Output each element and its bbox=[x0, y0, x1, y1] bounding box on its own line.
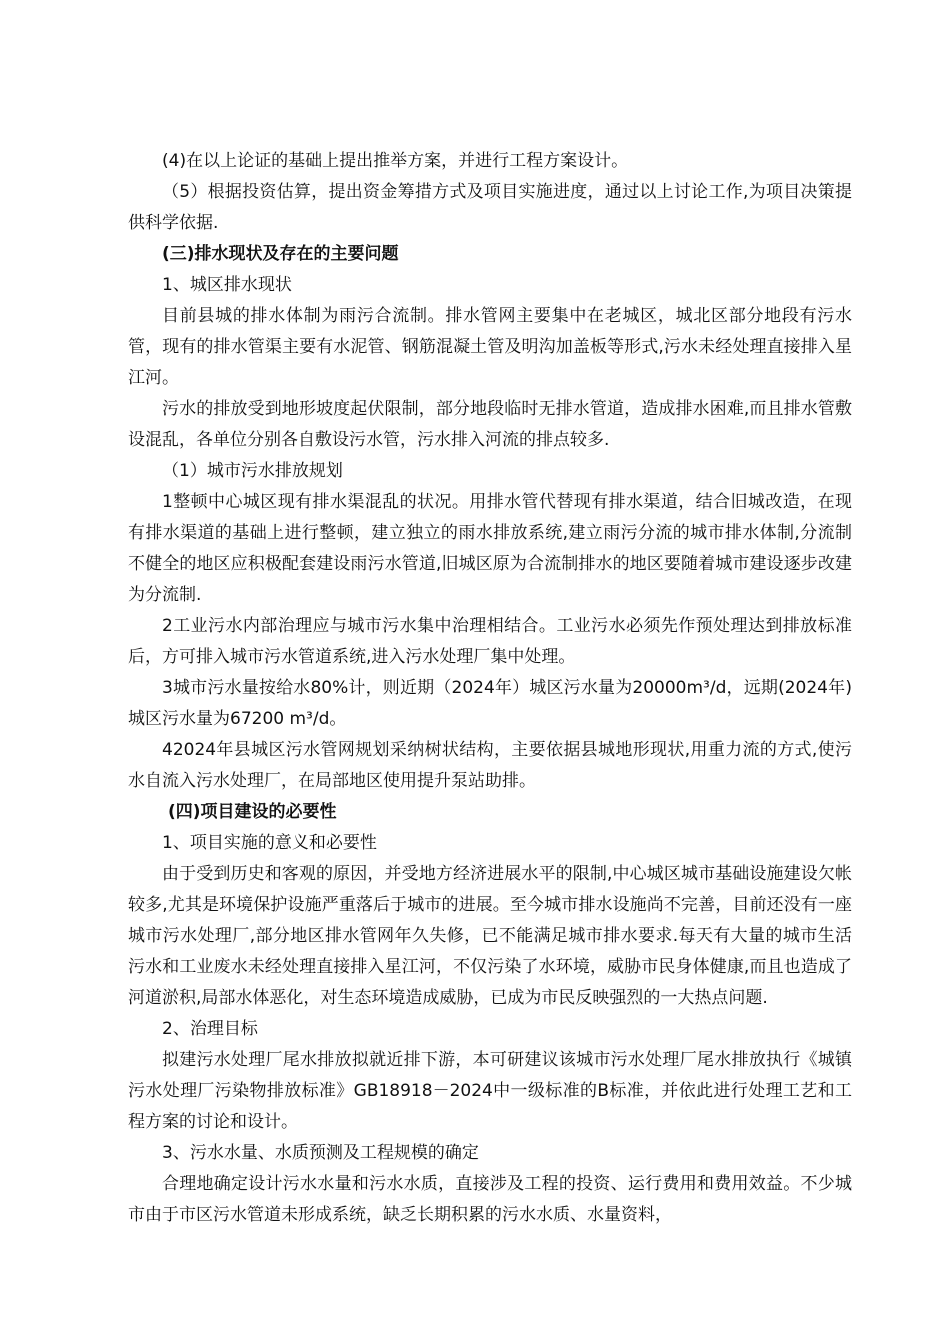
subheading-quantity-quality: 3、污水水量、水质预测及工程规模的确定 bbox=[162, 1143, 479, 1163]
document-body bbox=[128, 146, 852, 1231]
paragraph-drainage-system: 目前县城的排水体制为雨污合流制。排水管网主要集中在老城区，城北区部分地段有污水管，现有的排水管渠主要有水泥管、钢筋混凝土管及明沟加盖板等形式,污水未经处理直接排入星江河。 bbox=[128, 306, 852, 388]
paragraph-item-4: (4)在以上论证的基础上提出推举方案，并进行工程方案设计。 bbox=[162, 151, 629, 171]
paragraph-plan-item-3: 3城市污水量按给水80%计，则近期（2024年）城区污水量为20000m³/d，远期(2024年)城区污水量为67200 m³/d。 bbox=[128, 678, 852, 729]
section-heading-3: (三)排水现状及存在的主要问题 bbox=[162, 244, 399, 264]
paragraph-targets: 拟建污水处理厂尾水排放拟就近排下游，本可研建议该城市污水处理厂尾水排放执行《城镇污水处理厂污染物排放标准》GB18918－2024中一级标准的B标准，并依此进行处理工艺和工程方案的讨论和设计。 bbox=[128, 1050, 852, 1132]
paragraph-plan-item-4: 42024年县城区污水管网规划采纳树状结构，主要依据县城地形现状,用重力流的方式,使污水自流入污水处理厂，在局部地区使用提升泵站助排。 bbox=[128, 740, 852, 791]
paragraph-discharge-limits: 污水的排放受到地形坡度起伏限制，部分地段临时无排水管道，造成排水困难,而且排水管敷设混乱，各单位分别各自敷设污水管，污水排入河流的排点较多. bbox=[128, 399, 852, 450]
paragraph-item-5: （5）根据投资估算，提出资金筹措方式及项目实施进度，通过以上讨论工作,为项目决策提供科学依据. bbox=[128, 182, 852, 233]
paragraph-quantity-quality: 合理地确定设计污水水量和污水水质，直接涉及工程的投资、运行费用和费用效益。不少城市由于市区污水管道未形成系统，缺乏长期积累的污水水质、水量资料， bbox=[128, 1174, 852, 1225]
paragraph-plan-item-2: 2工业污水内部治理应与城市污水集中治理相结合。工业污水必须先作预处理达到排放标准后，方可排入城市污水管道系统,进入污水处理厂集中处理。 bbox=[128, 616, 852, 667]
subheading-significance: 1、项目实施的意义和必要性 bbox=[162, 833, 377, 853]
paragraph-significance: 由于受到历史和客观的原因，并受地方经济进展水平的限制,中心城区城市基础设施建设欠帐较多,尤其是环境保护设施严重落后于城市的进展。至今城市排水设施尚不完善，目前还没有一座城市污水处理厂,部分地区排水管网年久失修，已不能满足城市排水要求.每天有大量的城市生活污水和工业废水未经处理直接排入星江河，不仅污染了水环境，威胁市民身体健康,而且也造成了河道淤积,局部水体恶化，对生态环境造成威胁，已成为市民反映强烈的一大热点问题. bbox=[128, 864, 852, 1008]
section-heading-4: (四)项目建设的必要性 bbox=[167, 802, 337, 822]
subheading-targets: 2、治理目标 bbox=[162, 1019, 258, 1039]
paragraph-plan-item-1: 1整顿中心城区现有排水渠混乱的状况。用排水管代替现有排水渠道，结合旧城改造，在现有排水渠道的基础上进行整顿，建立独立的雨水排放系统,建立雨污分流的城市排水体制,分流制不健全的地区应积极配套建设雨污水管道,旧城区原为合流制排水的地区要随着城市建设逐步改建为分流制. bbox=[128, 492, 852, 605]
subheading-drainage-status: 1、城区排水现状 bbox=[162, 275, 292, 295]
subheading-discharge-plan: （1）城市污水排放规划 bbox=[162, 461, 343, 481]
